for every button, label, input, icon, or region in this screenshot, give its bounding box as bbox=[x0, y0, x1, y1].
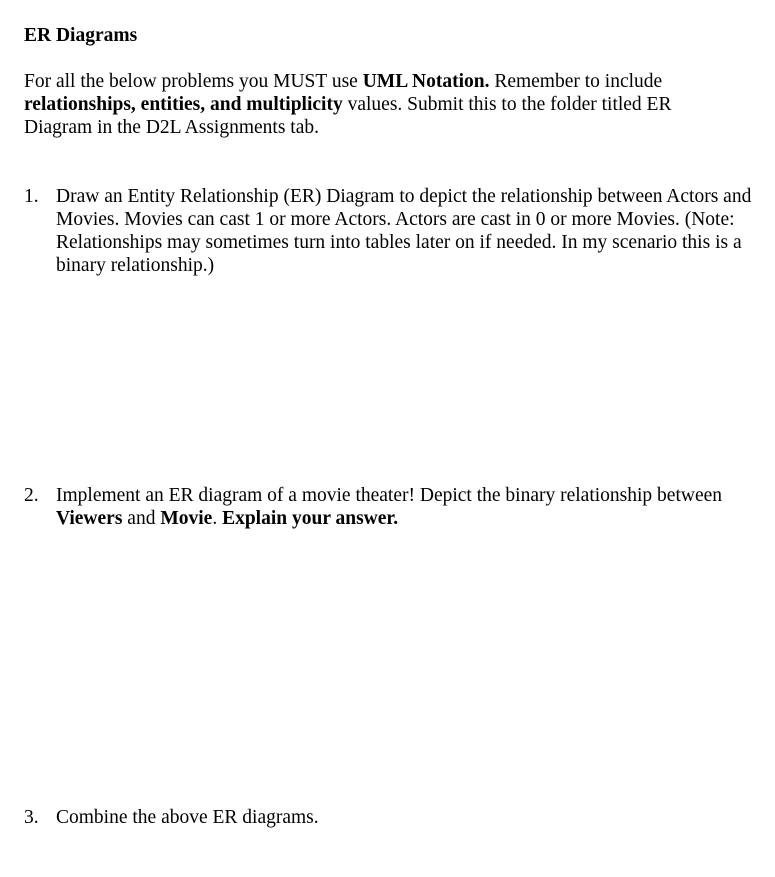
question-3-number: 3. bbox=[24, 807, 39, 828]
instructions-required-items: relationships, entities, and multiplicity bbox=[24, 94, 343, 115]
instructions-text-2: Remember to include bbox=[489, 71, 663, 92]
document-title: ER Diagrams bbox=[24, 25, 138, 46]
question-3 bbox=[24, 806, 754, 829]
question-2-viewers: Viewers bbox=[56, 508, 123, 529]
instructions-paragraph bbox=[24, 70, 724, 139]
question-2 bbox=[24, 484, 754, 530]
question-1-text: Draw an Entity Relationship (ER) Diagram to depict the relationship between Actors and Movies. Movies can cast 1 or more Actors. Actors are cast in 0 or more Movies. (Note: Relationships may sometimes turn into tables later on if needed. In my scenario this is a binary relationship.) bbox=[56, 186, 752, 276]
question-2-text-1: Implement an ER diagram of a movie theater! Depict the binary relationship between bbox=[56, 485, 723, 506]
instructions-text-3: values. Submit this to the folder titled ER Diagram in the D2L Assignments tab. bbox=[24, 94, 672, 138]
question-1-number: 1. bbox=[24, 186, 39, 207]
question-2-number: 2. bbox=[24, 485, 39, 506]
question-2-text-2: and bbox=[122, 508, 161, 529]
instructions-text-1: For all the below problems you MUST use bbox=[24, 71, 363, 92]
question-2-explain: Explain your answer. bbox=[222, 508, 399, 529]
instructions-uml-notation: UML Notation. bbox=[362, 71, 490, 92]
question-2-text-3: . bbox=[212, 508, 223, 529]
question-3-text: Combine the above ER diagrams. bbox=[56, 807, 319, 828]
question-2-text bbox=[56, 484, 754, 530]
question-2-movie: Movie bbox=[160, 508, 213, 529]
question-1 bbox=[24, 185, 754, 277]
